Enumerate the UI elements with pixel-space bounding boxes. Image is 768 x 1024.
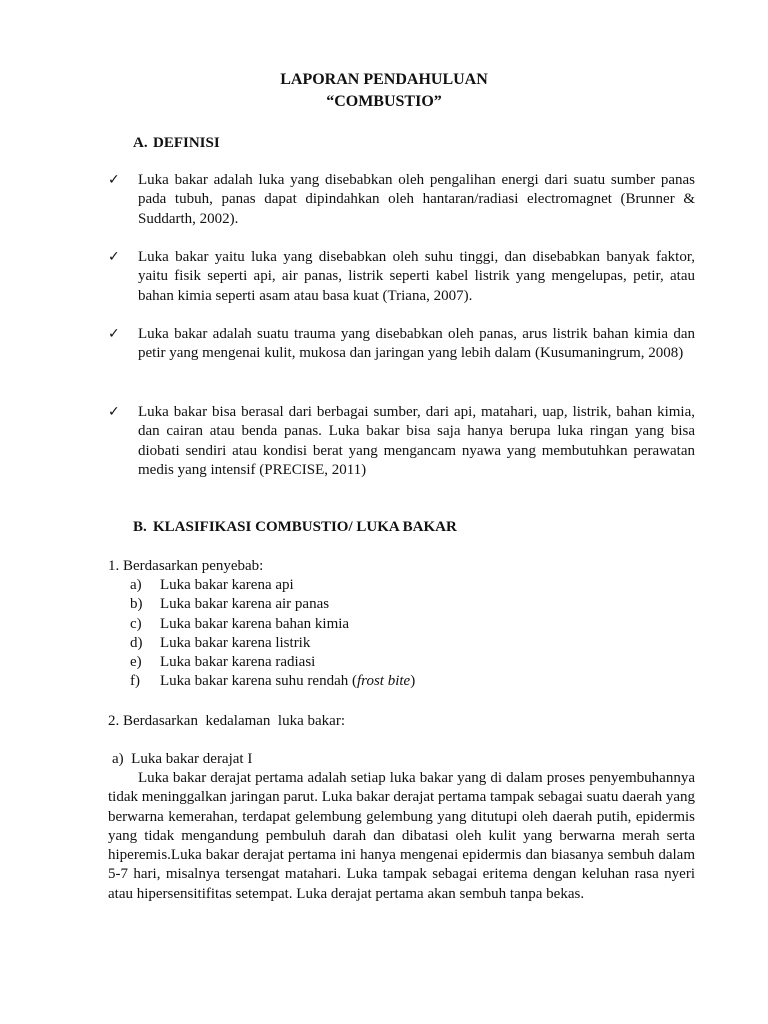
definition-item (108, 248, 695, 306)
list-item: b) Luka bakar karena air panas (130, 596, 330, 613)
depth-heading: 2. Berdasarkan kedalaman luka bakar: (108, 713, 345, 729)
section-a-marker: A. (133, 135, 148, 151)
list-item: a) Luka bakar karena api (130, 577, 294, 593)
checkmark-icon: ✓ (108, 404, 120, 420)
list-item: d) Luka bakar karena listrik (130, 634, 311, 651)
definition-text: Luka bakar adalah luka yang disebabkan oleh pengalihan energi dari suatu sumber panas pada tubuh, panas dapat dipindahkan oleh hantaran/radiasi electromagnet (Brunner & Suddarth, 2002). (138, 172, 695, 227)
cause-heading: 1. Berdasarkan penyebab: (108, 558, 264, 574)
document-subtitle: “COMBUSTIO” (326, 93, 442, 110)
cause-list (130, 576, 415, 692)
section-a-title: DEFINISI (153, 135, 220, 151)
section-b-marker: B. (133, 519, 147, 535)
definition-item (108, 403, 695, 480)
definition-text: Luka bakar adalah suatu trauma yang disebabkan oleh panas, arus listrik bahan kimia dan petir yang mengenai kulit, mukosa dan jaringan yang lebih dalam (Kusumaningrum, 2008) (138, 326, 695, 362)
section-b-title: KLASIFIKASI COMBUSTIO/ LUKA BAKAR (153, 519, 457, 535)
definition-text: Luka bakar yaitu luka yang disebabkan oleh suhu tinggi, dan disebabkan banyak faktor, yaitu fisik seperti api, air panas, listrik seperti kabel listrik yang mengelupas, petir, atau bahan kimia seperti asam atau basa kuat (Triana, 2007). (138, 249, 695, 304)
degree-1-paragraph: Luka bakar derajat pertama adalah setiap luka bakar yang di dalam proses penyembuhannya tidak meninggalkan jaringan parut. Luka bakar derajat pertama tampak sebagai suatu daerah yang berwarna kemerahan, terdapat gelembung gelembung yang ditutupi oleh daerah putih, epidermis yang tidak mengandung pembuluh darah dan dibatasi oleh kulit yang berwarna merah serta hiperemis.Luka bakar derajat pertama ini hanya mengenai epidermis dan biasanya sembuh dalam 5-7 hari, misalnya tersengat matahari. Luka tampak sebagai eritema dengan keluhan rasa nyeri atau hipersensitifitas setempat. Luka derajat pertama akan sembuh tanpa bekas. (108, 770, 695, 902)
checkmark-icon: ✓ (108, 326, 120, 342)
checkmark-icon: ✓ (108, 172, 120, 188)
list-item: e) Luka bakar karena radiasi (130, 654, 316, 671)
section-b-heading (133, 518, 457, 537)
checkmark-icon: ✓ (108, 249, 120, 265)
definition-item (108, 325, 695, 364)
degree-1-label: a) Luka bakar derajat I (112, 751, 253, 767)
section-a-heading (133, 134, 220, 153)
list-item: f) Luka bakar karena suhu rendah (frost bite) (130, 673, 416, 690)
list-item: c) Luka bakar karena bahan kimia (130, 615, 350, 632)
definition-item (108, 171, 695, 229)
document-title: LAPORAN PENDAHULUAN (280, 71, 488, 88)
definition-text: Luka bakar bisa berasal dari berbagai sumber, dari api, matahari, uap, listrik, bahan kimia, dan cairan atau benda panas. Luka bakar bisa saja hanya berupa luka ringan yang bisa diobati sendiri atau kondisi berat yang mengancam nyawa yang membutuhkan perawatan medis yang intensif (PRECISE, 2011) (138, 404, 695, 478)
